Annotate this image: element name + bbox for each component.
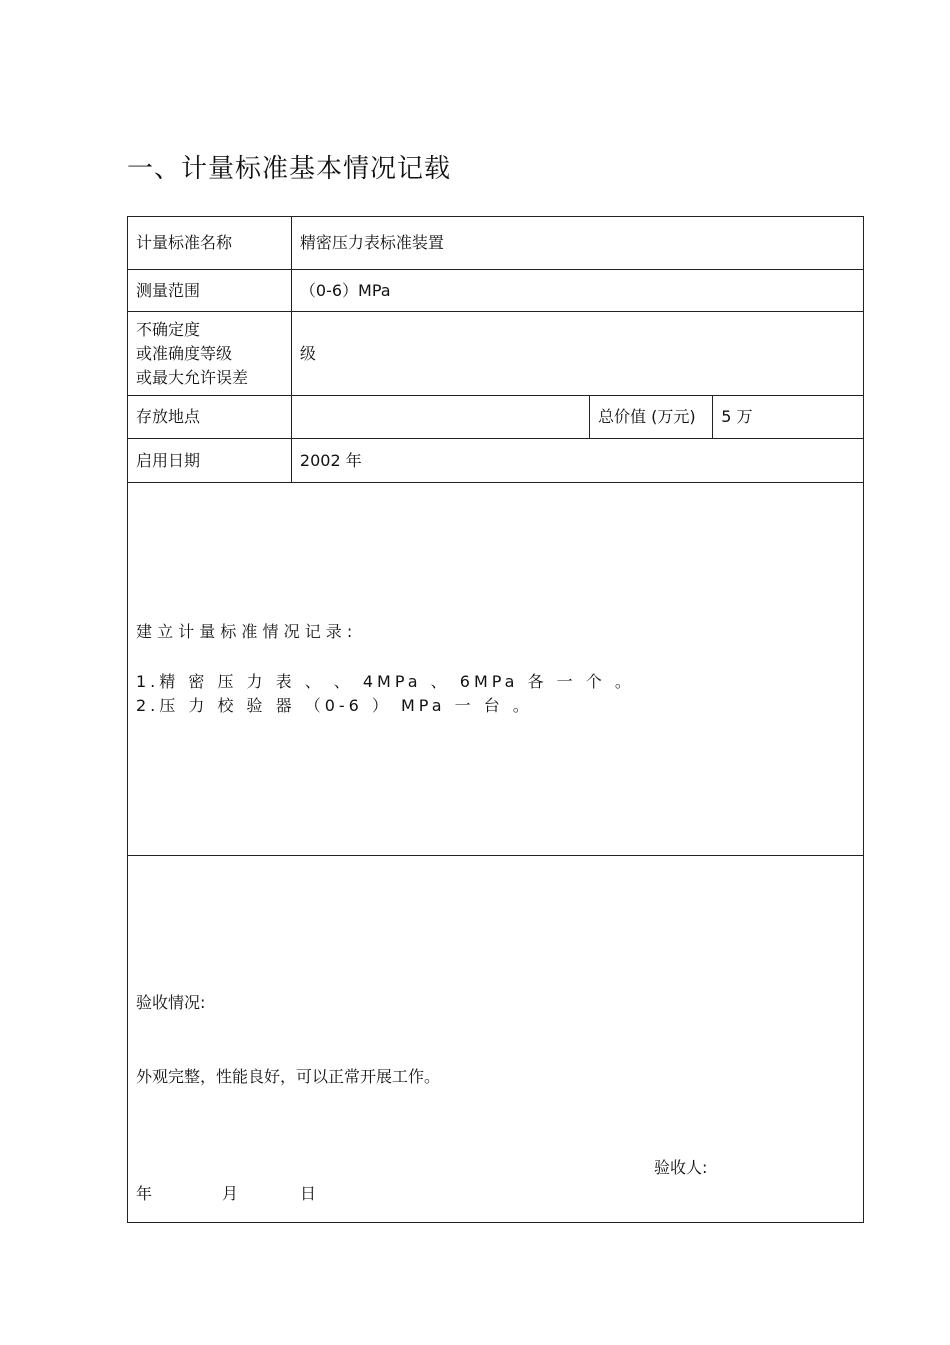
location-label: 存放地点 (128, 396, 292, 439)
table-row (128, 483, 864, 856)
record-section (128, 483, 864, 856)
acceptance-heading: 验收情况: (136, 993, 206, 1012)
uncertainty-label-line: 或准确度等级 (136, 343, 233, 363)
record-line: 1.精 密 压 力 表 、 、 4MPa 、 6MPa 各 一 个 。 (136, 672, 635, 691)
table-row (128, 856, 864, 1223)
range-value: （0-6）MPa (291, 270, 863, 312)
table-row (128, 439, 864, 483)
name-value: 精密压力表标准装置 (291, 217, 863, 270)
uncertainty-label-line: 不确定度 (136, 319, 201, 339)
total-value: 5 万 (713, 396, 864, 439)
table-row (128, 312, 864, 396)
range-label: 测量范围 (128, 270, 292, 312)
table-row (128, 270, 864, 312)
record-heading: 建 立 计 量 标 准 情 况 记 录 : (136, 622, 353, 641)
page-title: 一、计量标准基本情况记载 (127, 154, 452, 184)
record-line: 2.压 力 校 验 器 （0-6 ） MPa 一 台 。 (136, 696, 533, 715)
uncertainty-label (128, 312, 292, 396)
date-day: 日 (300, 1184, 317, 1203)
uncertainty-label-line: 或最大允许误差 (136, 367, 249, 387)
acceptance-section (128, 856, 864, 1223)
acceptance-text: 外观完整，性能良好，可以正常开展工作。 (136, 1067, 441, 1086)
date-year: 年 (136, 1184, 153, 1203)
total-value-label: 总价值 (万元) (590, 396, 713, 439)
uncertainty-value: 级 (291, 312, 863, 396)
start-date-value: 2002 年 (291, 439, 863, 483)
location-value (291, 396, 589, 439)
name-label: 计量标准名称 (128, 217, 292, 270)
start-date-label: 启用日期 (128, 439, 292, 483)
record-table (127, 216, 864, 1223)
table-row (128, 396, 864, 439)
signer-label: 验收人: (654, 1158, 708, 1177)
table-row (128, 217, 864, 270)
date-month: 月 (222, 1184, 239, 1203)
